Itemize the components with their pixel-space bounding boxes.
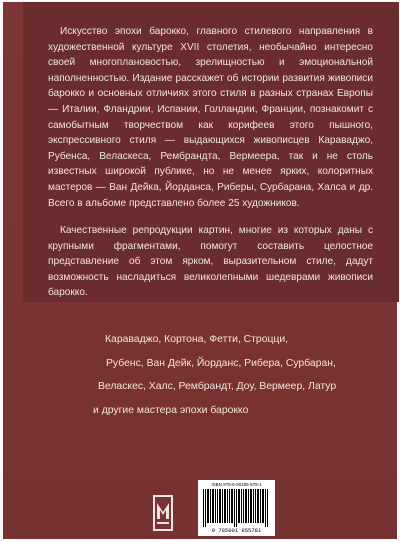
masters-line: Веласкес, Халс, Рембрандт, Доу, Вермеер, Латур [98,381,337,392]
masters-line: Рубенс, Ван Дейк, Йорданс, Рибера, Сурбаран, [106,357,336,369]
publisher-logo-icon [153,495,173,531]
masters-list [3,328,397,422]
barcode-digits: 9 785001 855781 [211,527,262,534]
masters-line: и другие мастера эпохи барокко [93,404,249,416]
barcode-icon [203,489,270,527]
book-back-cover [3,2,397,539]
isbn-text: ISBN 978-5-00185-578-1 [211,482,262,487]
description-paragraph-2: Качественные репродукции картин, многие из которых даны с крупными фрагментами, помогут составить целостное представление об этом ярком, выразительном стиле, дадут возможность насладиться великолепными шедеврами живописи барокко. [48,225,373,299]
description-paragraph-1: Искусство эпохи барокко, главного стилевого направления в художественной культуре XVII столетия, необычайно интересно своей многоплановостью, зрелищностью и эмоциональной наполненностью. Издание расскажет об истории развития живописи барокко и основных отличиях этого стиля в разных странах Европы — Италии, Фландрии, Испании, Голландии, Франции, познакомит с самобытным творчеством как корифеев этого пышного, экспрессивного стиля — выдающихся живописцев Караваджо, Рубенса, Веласкеса, Рембрандта, Вермеера, так и не столь известных широкой публике, но не менее ярких, колоритных мастеров — Ван Дейка, Йорданса, Риберы, Сурбарана, Халса и др. Всего в альбоме представлено более 25 художников. [48,26,373,209]
masters-line: Караваджо, Кортона, Фетти, Строцци, [105,334,289,345]
barcode-label [198,480,275,536]
